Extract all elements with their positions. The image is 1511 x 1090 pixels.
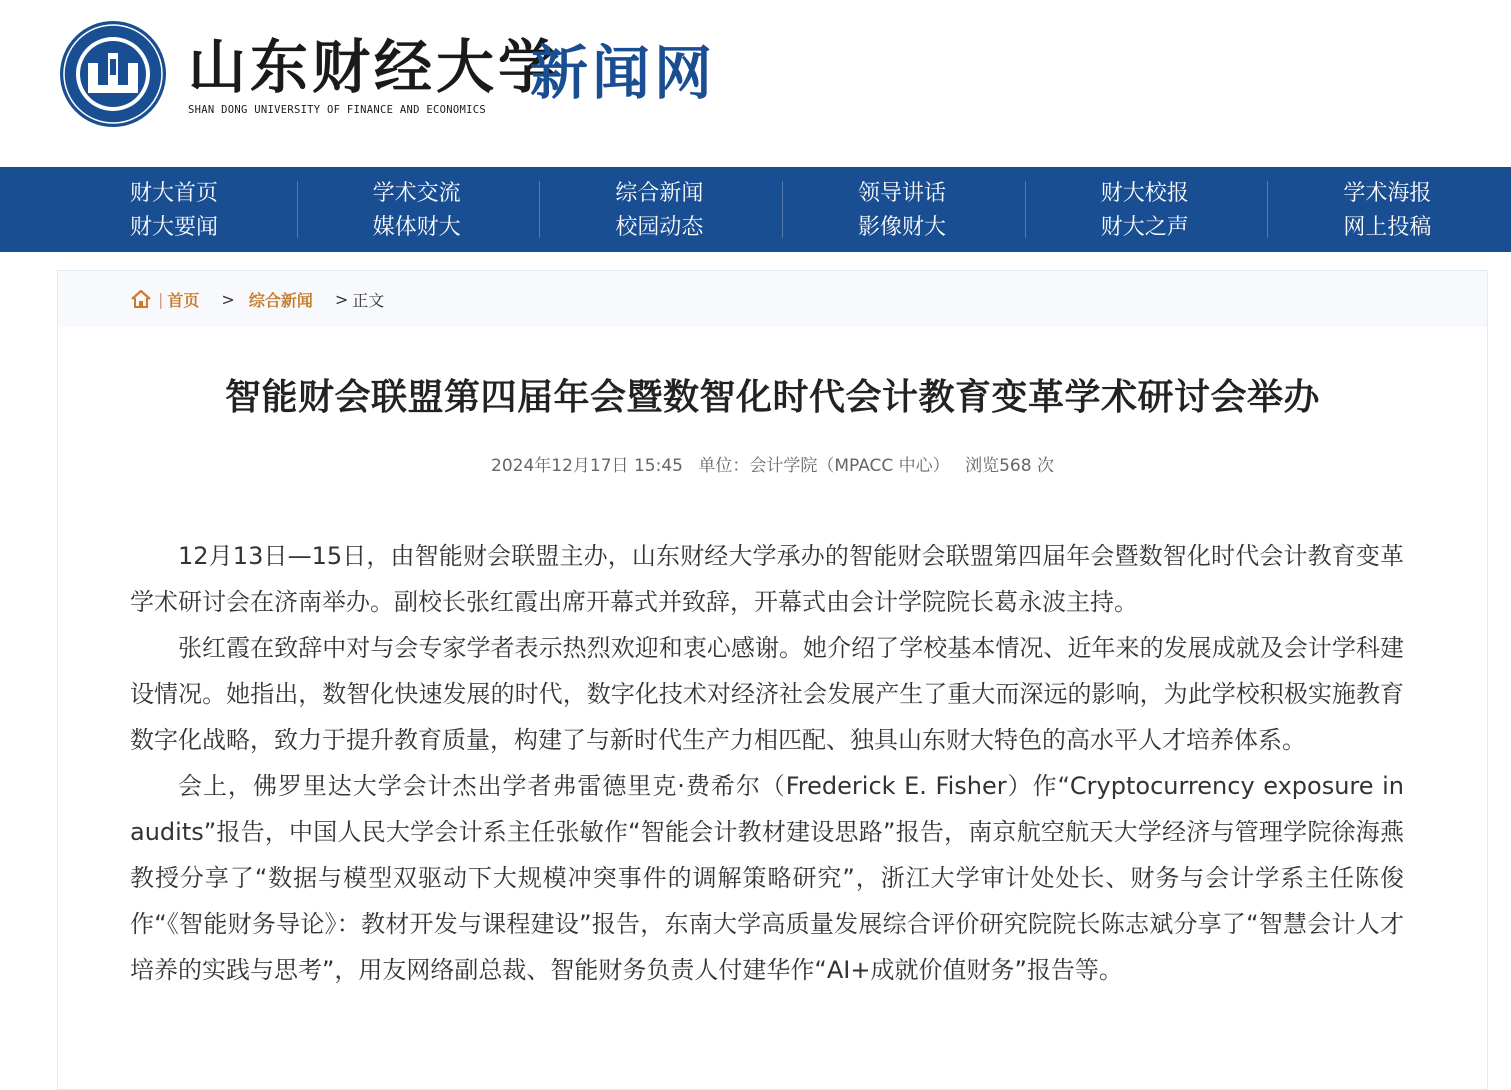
- nav-column: [540, 167, 783, 252]
- nav-link-submit[interactable]: 网上投稿: [1343, 215, 1432, 240]
- nav-column: [783, 167, 1026, 252]
- university-seal-icon[interactable]: [58, 19, 168, 129]
- nav-link-academic[interactable]: 学术交流: [372, 181, 461, 206]
- breadcrumb-separator: >: [221, 289, 235, 309]
- breadcrumb-separator: >: [334, 289, 349, 309]
- nav-link-key-news[interactable]: 财大要闻: [130, 215, 219, 240]
- nav-column: [1268, 167, 1511, 252]
- content-panel: [57, 270, 1488, 1090]
- breadcrumb: [58, 271, 1487, 327]
- nav-link-general-news[interactable]: 综合新闻: [615, 181, 704, 206]
- nav-link-speeches[interactable]: 领导讲话: [858, 181, 947, 206]
- site-name: 新闻网: [530, 39, 717, 107]
- breadcrumb-section-link[interactable]: 综合新闻: [248, 290, 313, 310]
- nav-link-newspaper[interactable]: 财大校报: [1100, 181, 1189, 206]
- university-name-en: SHAN DONG UNIVERSITY OF FINANCE AND ECONOMICS: [188, 104, 486, 116]
- article-paragraph: 张红霞在致辞中对与会专家学者表示热烈欢迎和衷心感谢。她介绍了学校基本情况、近年来的发展成就及会计学科建设情况。她指出，数智化快速发展的时代，数字化技术对经济社会发展产生了重大而深远的影响，为此学校积极实施教育数字化战略，致力于提升教育质量，构建了与新时代生产力相匹配、独具山东财大特色的高水平人才培养体系。: [130, 634, 1404, 754]
- nav-link-media[interactable]: 媒体财大: [372, 215, 461, 240]
- main-nav: [0, 167, 1511, 252]
- breadcrumb-home-link[interactable]: 首页: [167, 290, 200, 310]
- breadcrumb-divider: |: [158, 289, 164, 309]
- article-title: 智能财会联盟第四届年会暨数智化时代会计教育变革学术研讨会举办: [224, 377, 1320, 418]
- site-header: [0, 0, 1511, 167]
- nav-link-home[interactable]: 财大首页: [130, 181, 219, 206]
- article-date: 2024年12月17日 15:45: [491, 456, 683, 476]
- university-name-cn: 山东财经大学: [188, 33, 561, 101]
- article-meta: [58, 451, 1487, 476]
- article-paragraph: 12月13日—15日，由智能财会联盟主办，山东财经大学承办的智能财会联盟第四届年会暨数智化时代会计教育变革学术研讨会在济南举办。副校长张红霞出席开幕式并致辞，开幕式由会计学院院长葛永波主持。: [130, 542, 1404, 616]
- breadcrumb-current: 正文: [352, 290, 385, 310]
- article-unit: 单位：会计学院（MPACC 中心）: [698, 456, 950, 476]
- nav-column: [0, 167, 298, 252]
- home-icon[interactable]: [130, 288, 152, 310]
- article-paragraph: 会上，佛罗里达大学会计杰出学者弗雷德里克·费希尔（Frederick E. Fisher）作“Cryptocurrency exposure in audits”报告，中国人民大学会计系主任张敏作“智能会计教材建设思路”报告，南京航空航天大学经济与管理学院徐海燕教授分享了“数据与模型双驱动下大规模冲突事件的调解策略研究”，浙江大学审计处处长、财务与会计学系主任陈俊作“《智能财务导论》：教材开发与课程建设”报告，东南大学高质量发展综合评价研究院院长陈志斌分享了“智慧会计人才培养的实践与思考”，用友网络副总裁、智能财务负责人付建华作“AI+成就价值财务”报告等。: [130, 772, 1404, 984]
- nav-link-posters[interactable]: 学术海报: [1343, 181, 1432, 206]
- article-views: 浏览568 次: [965, 456, 1054, 476]
- nav-column: [298, 167, 541, 252]
- nav-link-voice[interactable]: 财大之声: [1100, 215, 1189, 240]
- nav-column: [1026, 167, 1269, 252]
- article-body: [130, 533, 1404, 993]
- nav-link-images[interactable]: 影像财大: [858, 215, 947, 240]
- university-wordmark[interactable]: [188, 34, 560, 116]
- nav-link-campus[interactable]: 校园动态: [615, 215, 704, 240]
